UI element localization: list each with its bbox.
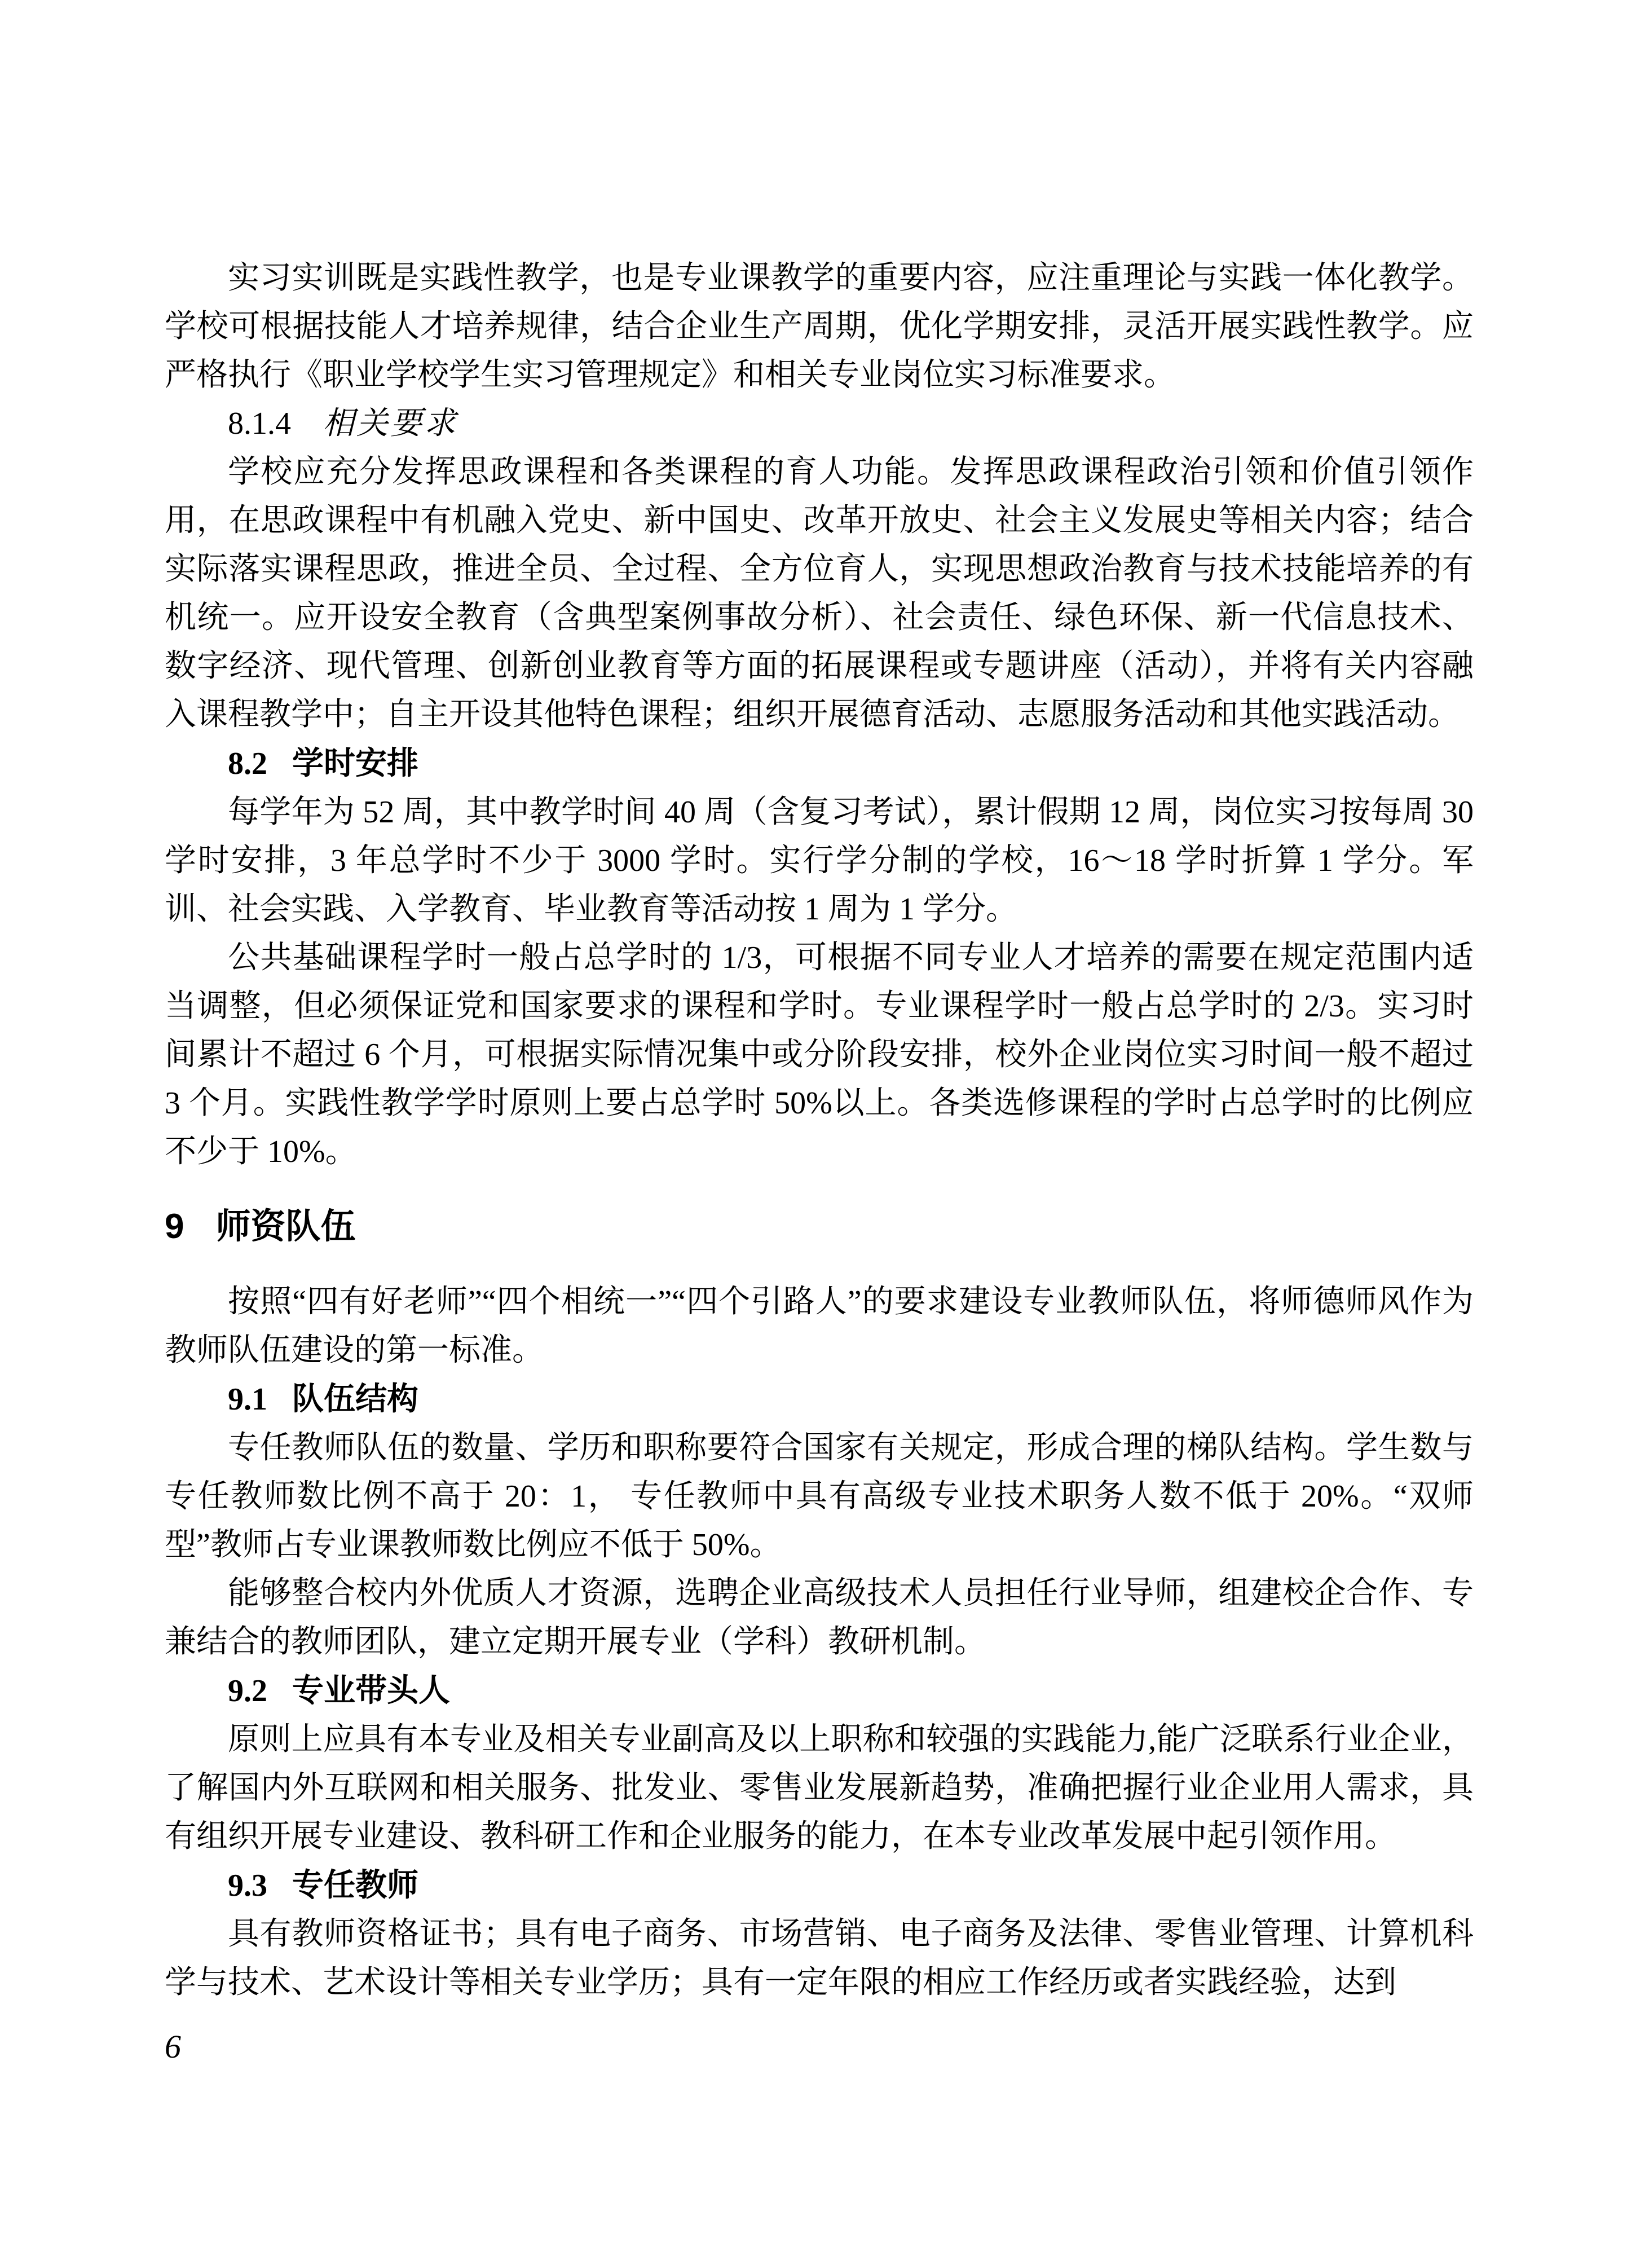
heading-number: 9.2 bbox=[228, 1674, 267, 1708]
page-number: 6 bbox=[165, 2028, 181, 2065]
paragraph-teacher-team-requirements: 按照“四有好老师”“四个相统一”“四个引路人”的要求建设专业教师队伍，将师德师风作为教师队伍建设的第一标准。 bbox=[165, 1284, 1474, 1368]
heading-title: 师资队伍 bbox=[215, 1207, 356, 1246]
heading-8-2 bbox=[165, 739, 1474, 788]
heading-8-1-4 bbox=[165, 399, 1474, 448]
paragraph-program-leader: 原则上应具有本专业及相关专业副高及以上职称和较强的实践能力,能广泛联系行业企业，了解国内外互联网和相关服务、批发业、零售业发展新趋势，准确把握行业企业用人需求，具有组织开展专业建设、教科研工作和企业服务的能力，在本专业改革发展中起引领作用。 bbox=[165, 1722, 1474, 1854]
heading-number: 9 bbox=[165, 1207, 184, 1246]
paragraph-school-year-hours: 每学年为 52 周，其中教学时间 40 周（含复习考试），累计假期 12 周，岗位实习按每周 30 学时安排，3 年总学时不少于 3000 学时。实行学分制的学校，16～18 学时折算 1 学分。军训、社会实践、入学教育、毕业教育等活动按 1 周为 1 学分。 bbox=[165, 795, 1474, 927]
heading-number: 8.1.4 bbox=[228, 406, 291, 441]
heading-title: 相关要求 bbox=[323, 406, 458, 441]
paragraph-practical-training: 实习实训既是实践性教学，也是专业课教学的重要内容，应注重理论与实践一体化教学。学校可根据技能人才培养规律，结合企业生产周期，优化学期安排，灵活开展实践性教学。应严格执行《职业学校学生实习管理规定》和相关专业岗位实习标准要求。 bbox=[165, 261, 1474, 393]
heading-9-2 bbox=[165, 1666, 1474, 1715]
heading-9-3 bbox=[165, 1861, 1474, 1910]
paragraph-team-structure: 专任教师队伍的数量、学历和职称要符合国家有关规定，形成合理的梯队结构。学生数与专任教师数比例不高于 20：1， 专任教师中具有高级专业技术职务人数不低于 20%。“双师型”教师占专业课教师数比例应不低于 50%。 bbox=[165, 1430, 1474, 1562]
paragraph-fulltime-teachers: 具有教师资格证书；具有电子商务、市场营销、电子商务及法律、零售业管理、计算机科学与技术、艺术设计等相关专业学历；具有一定年限的相应工作经历或者实践经验，达到 bbox=[165, 1917, 1474, 2000]
paragraph-course-hour-ratios: 公共基础课程学时一般占总学时的 1/3，可根据不同专业人才培养的需要在规定范围内适当调整，但必须保证党和国家要求的课程和学时。专业课程学时一般占总学时的 2/3。实习时间累计不超过 6 个月，可根据实际情况集中或分阶段安排，校外企业岗位实习时间一般不超过 3 个月。实践性教学学时原则上要占总学时 50%以上。各类选修课程的学时占总学时的比例应不少于 10%。 bbox=[165, 940, 1474, 1169]
heading-title: 队伍结构 bbox=[292, 1381, 418, 1416]
heading-number: 9.3 bbox=[228, 1868, 267, 1903]
heading-9-1 bbox=[165, 1375, 1474, 1424]
heading-title: 学时安排 bbox=[292, 745, 418, 781]
heading-9 bbox=[165, 1199, 1474, 1255]
heading-number: 9.1 bbox=[228, 1382, 267, 1417]
heading-title: 专业带头人 bbox=[292, 1672, 450, 1708]
paragraph-ideological-education: 学校应充分发挥思政课程和各类课程的育人功能。发挥思政课程政治引领和价值引领作用，在思政课程中有机融入党史、新中国史、改革开放史、社会主义发展史等相关内容；结合实际落实课程思政，推进全员、全过程、全方位育人，实现思想政治教育与技术技能培养的有机统一。应开设安全教育（含典型案例事故分析）、社会责任、绿色环保、新一代信息技术、数字经济、现代管理、创新创业教育等方面的拓展课程或专题讲座（活动），并将有关内容融入课程教学中；自主开设其他特色课程；组织开展德育活动、志愿服务活动和其他实践活动。 bbox=[165, 455, 1474, 732]
heading-title: 专任教师 bbox=[292, 1867, 418, 1903]
heading-number: 8.2 bbox=[228, 746, 267, 781]
paragraph-talent-integration: 能够整合校内外优质人才资源，选聘企业高级技术人员担任行业导师，组建校企合作、专兼结合的教师团队，建立定期开展专业（学科）教研机制。 bbox=[165, 1576, 1474, 1659]
